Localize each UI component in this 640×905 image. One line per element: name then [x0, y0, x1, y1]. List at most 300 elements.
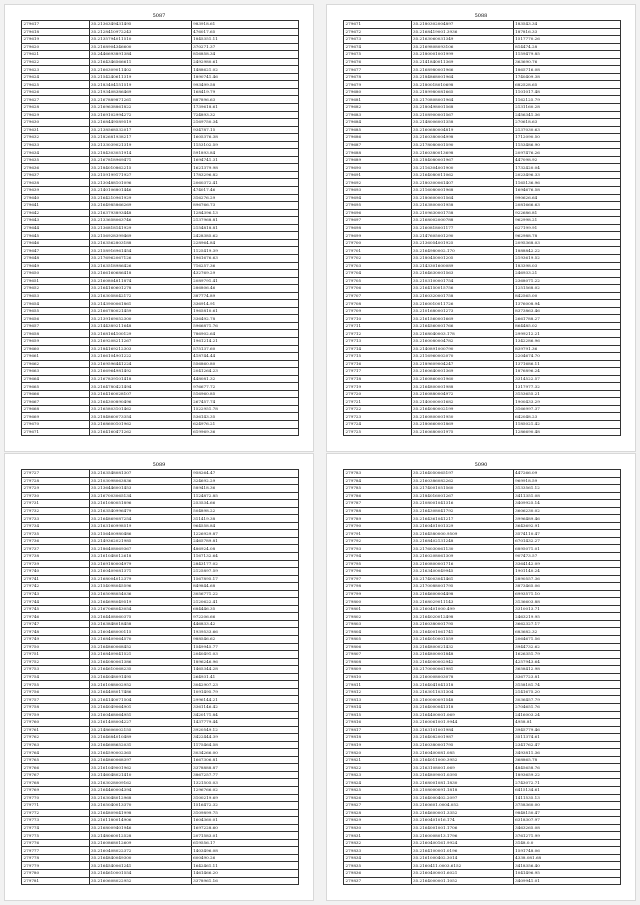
table-row: [22, 869, 299, 877]
table-cell: 279652: [22, 285, 90, 293]
table-cell: 316276.29: [191, 194, 298, 202]
table-row: [22, 485, 299, 493]
table-cell: 35.2161000402.3014: [411, 854, 513, 862]
table-cell: 279720: [344, 390, 412, 398]
table-cell: 279806: [344, 643, 412, 651]
table-row: [22, 164, 299, 172]
table-row: [22, 345, 299, 353]
table-row: [22, 322, 299, 330]
table-row: [344, 703, 621, 711]
table-row: [344, 353, 621, 361]
table-row: [22, 598, 299, 606]
table-cell: 35.2168004012379: [89, 575, 191, 583]
table-cell: 279668: [22, 405, 90, 413]
table-row: [344, 88, 621, 96]
table-cell: 35.2160640001369: [411, 368, 513, 376]
table-cell: 279624: [22, 73, 90, 81]
table-cell: 35.2160868012609: [89, 839, 191, 847]
table-cell: 279645: [22, 232, 90, 240]
table-cell: 35.2176030061130: [411, 545, 513, 553]
table-cell: 35.2164800001848: [411, 651, 513, 659]
table-cell: 35.2165040013370: [89, 802, 191, 810]
table-cell: 35.2160468000115: [89, 628, 191, 636]
table-cell: 35.2164000041318: [411, 703, 513, 711]
table-cell: 1437779.44: [191, 719, 298, 727]
table-cell: 279781: [22, 877, 90, 885]
table-cell: 589418.36: [191, 485, 298, 493]
table-cell: 988546.62: [191, 636, 298, 644]
table-cell: 279628: [22, 104, 90, 112]
table-cell: 279626: [22, 88, 90, 96]
table-cell: 279716: [344, 360, 412, 368]
table-cell: 35.2140000001682: [411, 398, 513, 406]
table-cell: 1605376.38: [191, 134, 298, 142]
table-cell: 35.2141840011369: [411, 58, 513, 66]
table-cell: 35.2160400001.6021: [411, 869, 513, 877]
table-cell: 279671: [22, 428, 90, 436]
table-cell: 279629: [22, 111, 90, 119]
table-cell: 35.2103100001754: [411, 277, 513, 285]
table-cell: 1162125.79: [513, 96, 620, 104]
table-cell: 1321505.03: [191, 779, 298, 787]
table-cell: 35.2164308041792: [411, 507, 513, 515]
table-row: [22, 194, 299, 202]
table-cell: 2341762.47: [513, 741, 620, 749]
table-cell: 279621: [22, 51, 90, 59]
table-cell: 35.2189980081665: [411, 88, 513, 96]
table-row: [22, 658, 299, 666]
table-cell: 2169750.34: [191, 119, 298, 127]
table-row: [22, 877, 299, 885]
table-cell: 1226929.87: [191, 530, 298, 538]
table-cell: 504898.22: [191, 507, 298, 515]
table-cell: 35.2169208211267: [89, 337, 191, 345]
table-row: [344, 126, 621, 134]
table-row: [344, 322, 621, 330]
table-row: [22, 292, 299, 300]
table-cell: 168419.79: [191, 88, 298, 96]
table-row: [344, 285, 621, 293]
table-cell: 35.2160400081.085: [411, 749, 513, 757]
table-cell: 35.2184860073354: [89, 413, 191, 421]
table-cell: 1522951.78: [191, 405, 298, 413]
table-cell: 279691: [344, 171, 412, 179]
table-cell: 279711: [344, 322, 412, 330]
table-cell: 279836: [344, 869, 412, 877]
table-cell: 279809: [344, 666, 412, 674]
table-row: [344, 81, 621, 89]
table-cell: 279667: [22, 398, 90, 406]
table-cell: 279702: [344, 254, 412, 262]
table-cell: 3867257.77: [191, 771, 298, 779]
table-cell: 279693: [344, 187, 412, 195]
table-cell: 619556.17: [191, 839, 298, 847]
table-row: [344, 786, 621, 794]
table-cell: 35.2163028009162: [89, 779, 191, 787]
table-cell: 35.2140891000790: [411, 345, 513, 353]
table-cell: 35.2164560001766: [411, 322, 513, 330]
table-row: [22, 703, 299, 711]
table-cell: 418744.44: [191, 353, 298, 361]
table-row: [344, 537, 621, 545]
table-cell: 279745: [22, 605, 90, 613]
table-cell: 279689: [344, 156, 412, 164]
table-cell: 35.2164800001988: [411, 383, 513, 391]
table-cell: 3314522.57: [513, 375, 620, 383]
table-row: [344, 726, 621, 734]
table-cell: 35.2156928399469: [89, 232, 191, 240]
data-table: [343, 469, 621, 885]
table-cell: 279772: [22, 809, 90, 817]
table-row: [344, 254, 621, 262]
data-table: [343, 20, 621, 436]
table-cell: 279665: [22, 383, 90, 391]
table-row: [22, 126, 299, 134]
table-row: [344, 839, 621, 847]
table-cell: 5966871.76: [191, 322, 298, 330]
table-cell: 716257.36: [191, 262, 298, 270]
table-row: [22, 307, 299, 315]
table-cell: 2125897.59: [191, 568, 298, 576]
table-cell: 1694741.31: [191, 156, 298, 164]
table-row: [22, 428, 299, 436]
table-cell: 35.2164361041217: [411, 515, 513, 523]
table-row: [344, 643, 621, 651]
table-cell: 35.2160380013698: [411, 149, 513, 157]
table-cell: 279724: [344, 420, 412, 428]
table-cell: 1901140.24: [513, 568, 620, 576]
table-row: [344, 277, 621, 285]
table-cell: 35.2143301600089: [411, 262, 513, 270]
table-cell: 35.2174001051560: [411, 485, 513, 493]
table-cell: 35.2160608022952: [89, 877, 191, 885]
table-cell: 476017.65: [191, 28, 298, 36]
table-cell: 3100219.69: [191, 794, 298, 802]
table-cell: 1403496.08: [191, 847, 298, 855]
table-row: [344, 104, 621, 112]
table-cell: 35.2168419001.3936: [411, 28, 513, 36]
table-row: [344, 605, 621, 613]
table-cell: 35.2167818969471: [89, 156, 191, 164]
table-cell: 279738: [22, 553, 90, 561]
page-number: 5087: [152, 13, 166, 19]
table-row: [22, 119, 299, 127]
table-row: [22, 375, 299, 383]
table-cell: 35.2166780021459: [89, 307, 191, 315]
table-cell: 1961214.21: [191, 337, 298, 345]
table-cell: 3758360.00: [513, 802, 620, 810]
table-cell: 35.2168402131248: [411, 537, 513, 545]
table-row: [344, 847, 621, 855]
table-cell: 279756: [22, 688, 90, 696]
table-cell: 35.2183404151519: [89, 81, 191, 89]
table-cell: 279786: [344, 492, 412, 500]
table-row: [344, 330, 621, 338]
table-cell: 35.2164140071504: [89, 696, 191, 704]
table-cell: 279715: [344, 353, 412, 361]
table-cell: 35.2176962067126: [89, 254, 191, 262]
table-row: [344, 58, 621, 66]
table-cell: 35.2164150015756: [411, 285, 513, 293]
table-row: [344, 688, 621, 696]
table-cell: 35.2174003041461: [411, 575, 513, 583]
table-row: [22, 368, 299, 376]
table-cell: 969918.59: [513, 477, 620, 485]
table-cell: 279697: [344, 217, 412, 225]
table-cell: 279653: [22, 292, 90, 300]
table-cell: 839791.36: [513, 345, 620, 353]
table-row: [344, 360, 621, 368]
table-cell: 270618.63: [513, 119, 620, 127]
table-cell: 1890741.46: [191, 73, 298, 81]
table-cell: 35.2180302004897: [411, 21, 513, 29]
table-row: [22, 36, 299, 44]
table-row: [344, 187, 621, 195]
table-cell: 279761: [22, 726, 90, 734]
table-cell: 3511374.61: [513, 734, 620, 742]
table-cell: 1101017.48: [513, 88, 620, 96]
table-cell: 3136603.88: [513, 598, 620, 606]
table-row: [344, 405, 621, 413]
table-cell: 2463219.95: [513, 613, 620, 621]
table-row: [344, 209, 621, 217]
table-cell: 35.2164600001.3352: [411, 809, 513, 817]
table-cell: 279765: [22, 756, 90, 764]
table-cell: 35.2164000002942: [411, 658, 513, 666]
table-row: [22, 507, 299, 515]
table-cell: 183543.34: [513, 21, 620, 29]
table-cell: 35.2160320001758: [411, 292, 513, 300]
table-row: [22, 734, 299, 742]
table-cell: 279831: [344, 832, 412, 840]
table-row: [22, 832, 299, 840]
table-cell: 4257943.64: [513, 658, 620, 666]
table-cell: 279758: [22, 703, 90, 711]
table-cell: 1939533.66: [191, 628, 298, 636]
table-row: [22, 134, 299, 142]
table-cell: 279755: [22, 681, 90, 689]
table-row: [22, 628, 299, 636]
table-cell: 35.2138568532017: [89, 126, 191, 134]
table-row: [344, 368, 621, 376]
table-row: [22, 254, 299, 262]
table-row: [344, 420, 621, 428]
table-cell: 279722: [344, 405, 412, 413]
table-cell: 2097476.26: [513, 149, 620, 157]
table-cell: 682528.65: [513, 81, 620, 89]
table-cell: 1251568.02: [513, 285, 620, 293]
table-cell: 35.2128410972243: [89, 28, 191, 36]
table-row: [344, 613, 621, 621]
table-cell: 279744: [22, 598, 90, 606]
table-cell: 35.2164869087254: [89, 515, 191, 523]
table-cell: 684446.35: [191, 605, 298, 613]
table-row: [22, 537, 299, 545]
table-cell: 279829: [344, 817, 412, 825]
table-cell: 279790: [344, 522, 412, 530]
table-cell: 35.2169808093106: [411, 43, 513, 51]
table-cell: 35.2186408069367: [89, 545, 191, 553]
table-cell: 1739618.61: [191, 104, 298, 112]
table-cell: 35.2164000001.1052: [411, 877, 513, 885]
table-cell: 35.2164408060375: [89, 613, 191, 621]
page-number: 5089: [152, 462, 166, 468]
table-cell: 279780: [22, 869, 90, 877]
table-cell: 35.2164300890496: [89, 398, 191, 406]
table-cell: 279770: [22, 794, 90, 802]
table-cell: 279725: [344, 428, 412, 436]
table-cell: 976677.72: [191, 383, 298, 391]
table-cell: 35.2163518986426: [89, 262, 191, 270]
table-cell: 35.2148060012528: [89, 832, 191, 840]
table-cell: 279617: [22, 21, 90, 29]
table-cell: 1488621.02: [191, 66, 298, 74]
table-row: [344, 749, 621, 757]
table-row: [344, 21, 621, 29]
table-cell: 1517770.26: [513, 36, 620, 44]
table-row: [22, 749, 299, 757]
table-cell: 279828: [344, 809, 412, 817]
table-row: [22, 398, 299, 406]
table-cell: 279753: [22, 666, 90, 674]
table-cell: 3042907.23: [191, 681, 298, 689]
table-row: [344, 530, 621, 538]
table-cell: 3411351.08: [513, 492, 620, 500]
table-row: [22, 390, 299, 398]
table-cell: 35.2136054001925: [411, 239, 513, 247]
table-cell: 922686.81: [513, 209, 620, 217]
table-cell: 279819: [344, 741, 412, 749]
table-cell: 35.2160408022372: [89, 847, 191, 855]
table-cell: 279822: [344, 764, 412, 772]
table-cell: 2131160.28: [513, 104, 620, 112]
table-cell: 279632: [22, 134, 90, 142]
table-row: [22, 285, 299, 293]
table-cell: 279811: [344, 681, 412, 689]
table-cell: 279661: [22, 353, 90, 361]
table-cell: 35.2164001001.1706: [411, 824, 513, 832]
table-cell: 35.2108001041316: [411, 500, 513, 508]
table-row: [22, 28, 299, 36]
table-row: [22, 643, 299, 651]
table-cell: 1296766.02: [191, 786, 298, 794]
table-cell: 324692.29: [191, 477, 298, 485]
table-cell: 35.2169180004979: [89, 560, 191, 568]
table-cell: 279680: [344, 88, 412, 96]
table-cell: 2137030.63: [513, 126, 620, 134]
table-cell: 1159479.85: [513, 51, 620, 59]
table-cell: 35.2164020012498: [411, 613, 513, 621]
table-cell: 279634: [22, 149, 90, 157]
table-cell: 35.2160008013.1796: [411, 832, 513, 840]
table-cell: 35.2160380001795: [411, 741, 513, 749]
table-cell: 279699: [344, 232, 412, 240]
table-row: [344, 658, 621, 666]
table-row: [344, 66, 621, 74]
table-cell: 279751: [22, 651, 90, 659]
table-cell: 958264.47: [191, 470, 298, 478]
table-cell: 279747: [22, 620, 90, 628]
table-cell: 35.2164630001563: [411, 270, 513, 278]
table-row: [22, 420, 299, 428]
table-cell: 35.2103098063836: [89, 477, 191, 485]
table-cell: 279800: [344, 598, 412, 606]
table-cell: 3873465.06: [513, 583, 620, 591]
table-cell: 1621379.98: [191, 164, 298, 172]
table-row: [22, 741, 299, 749]
table-cell: 279656: [22, 315, 90, 323]
table-cell: 887896.63: [191, 96, 298, 104]
table-cell: 35.2180450001205: [411, 254, 513, 262]
table-cell: 279658: [22, 330, 90, 338]
table-row: [344, 73, 621, 81]
table-cell: 1167132.64: [191, 553, 298, 561]
table-cell: 35.2170808001964: [411, 96, 513, 104]
table-cell: 35.2160818001177: [411, 224, 513, 232]
table-cell: 35.2184169212303: [89, 345, 191, 353]
table-row: [344, 779, 621, 787]
table-cell: 279799: [344, 590, 412, 598]
table-cell: 336492.78: [191, 315, 298, 323]
table-cell: 6701432.27: [513, 537, 620, 545]
table-cell: 35.2169596441224: [89, 360, 191, 368]
table-row: [22, 217, 299, 225]
table-cell: 279794: [344, 553, 412, 561]
table-cell: 2996144.21: [191, 696, 298, 704]
table-cell: 279835: [344, 862, 412, 870]
table-cell: 516960.85: [191, 390, 298, 398]
table-row: [22, 500, 299, 508]
table-row: [344, 262, 621, 270]
table-row: [344, 292, 621, 300]
table-cell: 279671: [344, 21, 412, 29]
table-cell: 35.2163800001958: [411, 202, 513, 210]
table-cell: 35.2158916961454: [89, 247, 191, 255]
table-cell: 279827: [344, 802, 412, 810]
table-cell: 993499.58: [191, 81, 298, 89]
table-cell: 3574110.47: [513, 530, 620, 538]
table-row: [22, 764, 299, 772]
table-cell: 35.2160680001975: [411, 428, 513, 436]
table-cell: 279832: [344, 839, 412, 847]
table-cell: 2089791.41: [191, 277, 298, 285]
table-cell: 279739: [22, 560, 90, 568]
table-cell: 279817: [344, 726, 412, 734]
table-cell: 279684: [344, 119, 412, 127]
table-row: [344, 515, 621, 523]
table-cell: 35.2168600101962: [89, 420, 191, 428]
table-cell: 35.2136446001453: [89, 485, 191, 493]
table-cell: 279774: [22, 824, 90, 832]
table-row: [22, 605, 299, 613]
table-cell: 279673: [344, 36, 412, 44]
table-cell: 2428385.62: [191, 232, 298, 240]
table-cell: 279695: [344, 202, 412, 210]
table-row: [344, 179, 621, 187]
table-row: [344, 696, 621, 704]
page-number: 5090: [474, 462, 488, 468]
table-cell: 279820: [344, 749, 412, 757]
table-row: [22, 43, 299, 51]
table-cell: 3148.0.0: [513, 839, 620, 847]
table-row: [344, 345, 621, 353]
table-row: [344, 666, 621, 674]
table-row: [22, 21, 299, 29]
table-cell: 1125419.39: [191, 247, 298, 255]
table-cell: 1888842.22: [513, 247, 620, 255]
table-cell: 35.2160680004819: [411, 126, 513, 134]
table-cell: 35.2163562803188: [89, 239, 191, 247]
